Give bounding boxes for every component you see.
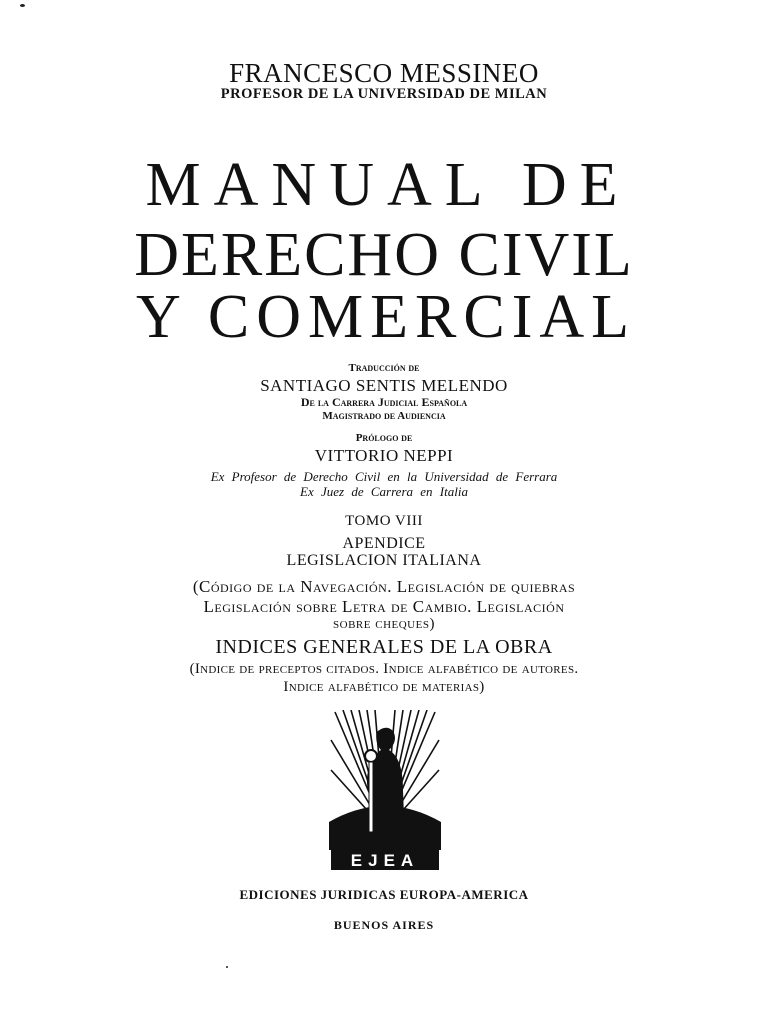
indices-line-1: (Indice de preceptos citados. Indice alfabético de autores. xyxy=(189,661,579,677)
author-name: FRANCESCO MESSINEO xyxy=(229,58,539,88)
prologue-label: Prólogo de xyxy=(355,432,413,444)
book-title-line-3: Y COMERCIAL xyxy=(135,283,637,351)
scan-speck xyxy=(20,4,25,7)
prologue-author: VITTORIO NEPPI xyxy=(314,446,454,465)
publisher-name: EDICIONES JURIDICAS EUROPA-AMERICA xyxy=(239,887,529,902)
contents-line-3: sobre cheques) xyxy=(333,616,435,632)
translator-name: SANTIAGO SENTIS MELENDO xyxy=(260,376,508,395)
volume-number: TOMO VIII xyxy=(345,513,423,529)
indices-line-2: Indice alfabético de materias) xyxy=(283,679,485,695)
scan-speck xyxy=(226,966,228,968)
publisher-logo xyxy=(329,710,441,870)
prologue-author-affiliation-2: Ex Juez de Carrera en Italia xyxy=(300,484,468,499)
prologue-author-affiliation-1: Ex Profesor de Derecho Civil en la Universidad de Ferrara xyxy=(210,469,558,484)
translator-affiliation-1: De la Carrera Judicial Española xyxy=(300,395,468,409)
publisher-logo-text: EJEA xyxy=(350,851,420,870)
indices-heading: INDICES GENERALES DE LA OBRA xyxy=(215,636,553,658)
book-title-line-1: MANUAL DE xyxy=(145,151,631,219)
author-affiliation: PROFESOR DE LA UNIVERSIDAD DE MILAN xyxy=(220,86,548,102)
publisher-city: BUENOS AIRES xyxy=(333,918,435,932)
appendix-label: APENDICE xyxy=(342,535,426,552)
volume-subject: LEGISLACION ITALIANA xyxy=(286,552,482,569)
book-title-line-2: DERECHO CIVIL xyxy=(134,221,634,289)
contents-line-2: Legislación sobre Letra de Cambio. Legislación xyxy=(203,597,565,616)
contents-line-1: (Código de la Navegación. Legislación de quiebras xyxy=(192,577,576,596)
translation-label: Traducción de xyxy=(348,362,420,374)
translator-affiliation-2: Magistrado de Audiencia xyxy=(322,410,446,422)
